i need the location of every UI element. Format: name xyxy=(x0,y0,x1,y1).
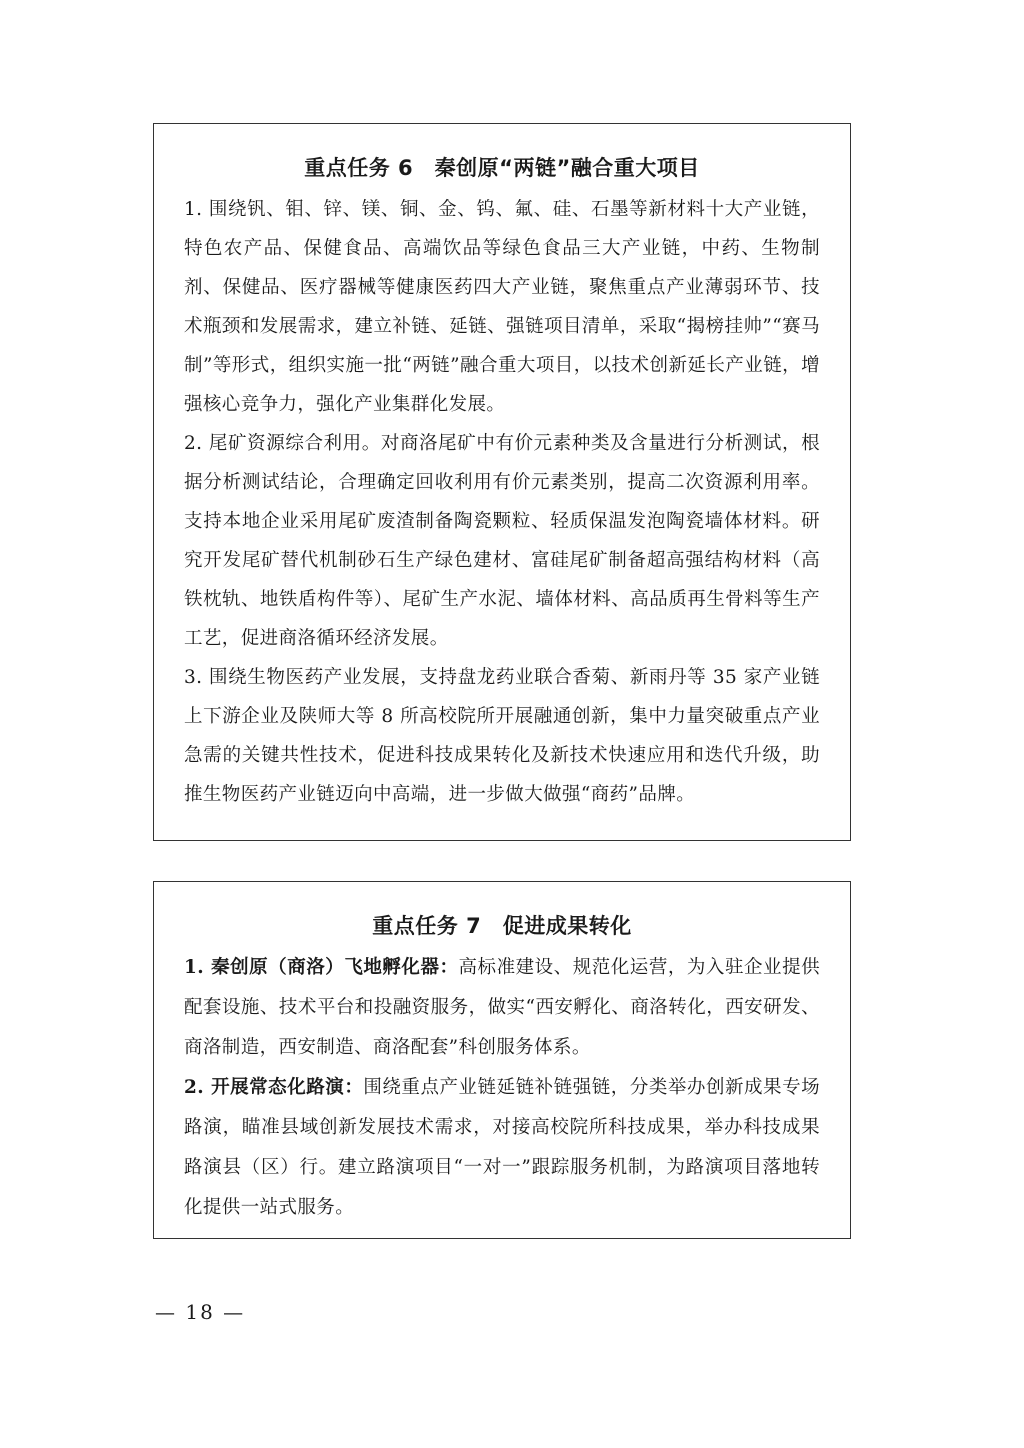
task-7-title: 重点任务 7 促进成果转化 xyxy=(372,914,632,938)
task-7-item-1 xyxy=(184,948,820,1068)
task-6-item-3-text: 3. 围绕生物医药产业发展，支持盘龙药业联合香菊、新雨丹等 35 家产业链上下游企业及陕师大等 8 所高校院所开展融通创新，集中力量突破重点产业急需的关键共性技术，促进科技成果转化及新技术快速应用和迭代升级，助推生物医药产业链迈向中高端，进一步做大做强“商药”品牌。 xyxy=(184,667,820,805)
task-7-box xyxy=(153,881,851,1239)
task-7-item-1-text: 高标准建设、规范化运营，为入驻企业提供配套设施、技术平台和投融资服务，做实“西安孵化、商洛转化，西安研发、商洛制造，西安制造、商洛配套”科创服务体系。 xyxy=(184,957,820,1058)
task-7-item-2-text: 围绕重点产业链延链补链强链，分类举办创新成果专场路演，瞄准县域创新发展技术需求，对接高校院所科技成果，举办科技成果路演县（区）行。建立路演项目“一对一”跟踪服务机制，为路演项目落地转化提供一站式服务。 xyxy=(184,1077,821,1218)
task-6-item-3 xyxy=(184,658,820,814)
task-7-item-2-lead: 2. 开展常态化路演： xyxy=(184,1077,364,1098)
task-7-item-1-lead: 1. 秦创原（商洛）飞地孵化器： xyxy=(184,957,459,978)
page-number: — 18 — xyxy=(155,1300,246,1324)
task-6-title: 重点任务 6 秦创原“两链”融合重大项目 xyxy=(304,156,700,180)
task-6-item-2-text: 2. 尾矿资源综合利用。对商洛尾矿中有价元素种类及含量进行分析测试，根据分析测试结论，合理确定回收利用有价元素类别，提高二次资源利用率。支持本地企业采用尾矿废渣制备陶瓷颗粒、轻质保温发泡陶瓷墙体材料。研究开发尾矿替代机制砂石生产绿色建材、富硅尾矿制备超高强结构材料（高铁枕轨、地铁盾构件等）、尾矿生产水泥、墙体材料、高品质再生骨料等生产工艺，促进商洛循环经济发展。 xyxy=(184,433,820,649)
task-6-item-1-text: 1. 围绕钒、钼、锌、镁、铜、金、钨、氟、硅、石墨等新材料十大产业链，特色农产品、保健食品、高端饮品等绿色食品三大产业链，中药、生物制剂、保健品、医疗器械等健康医药四大产业链，聚焦重点产业薄弱环节、技术瓶颈和发展需求，建立补链、延链、强链项目清单，采取“揭榜挂帅”“赛马制”等形式，组织实施一批“两链”融合重大项目，以技术创新延长产业链，增强核心竞争力，强化产业集群化发展。 xyxy=(184,199,820,415)
task-7-item-2 xyxy=(184,1068,820,1228)
task-6-item-1 xyxy=(184,190,820,424)
task-6-box xyxy=(153,123,851,841)
task-6-item-2 xyxy=(184,424,820,658)
